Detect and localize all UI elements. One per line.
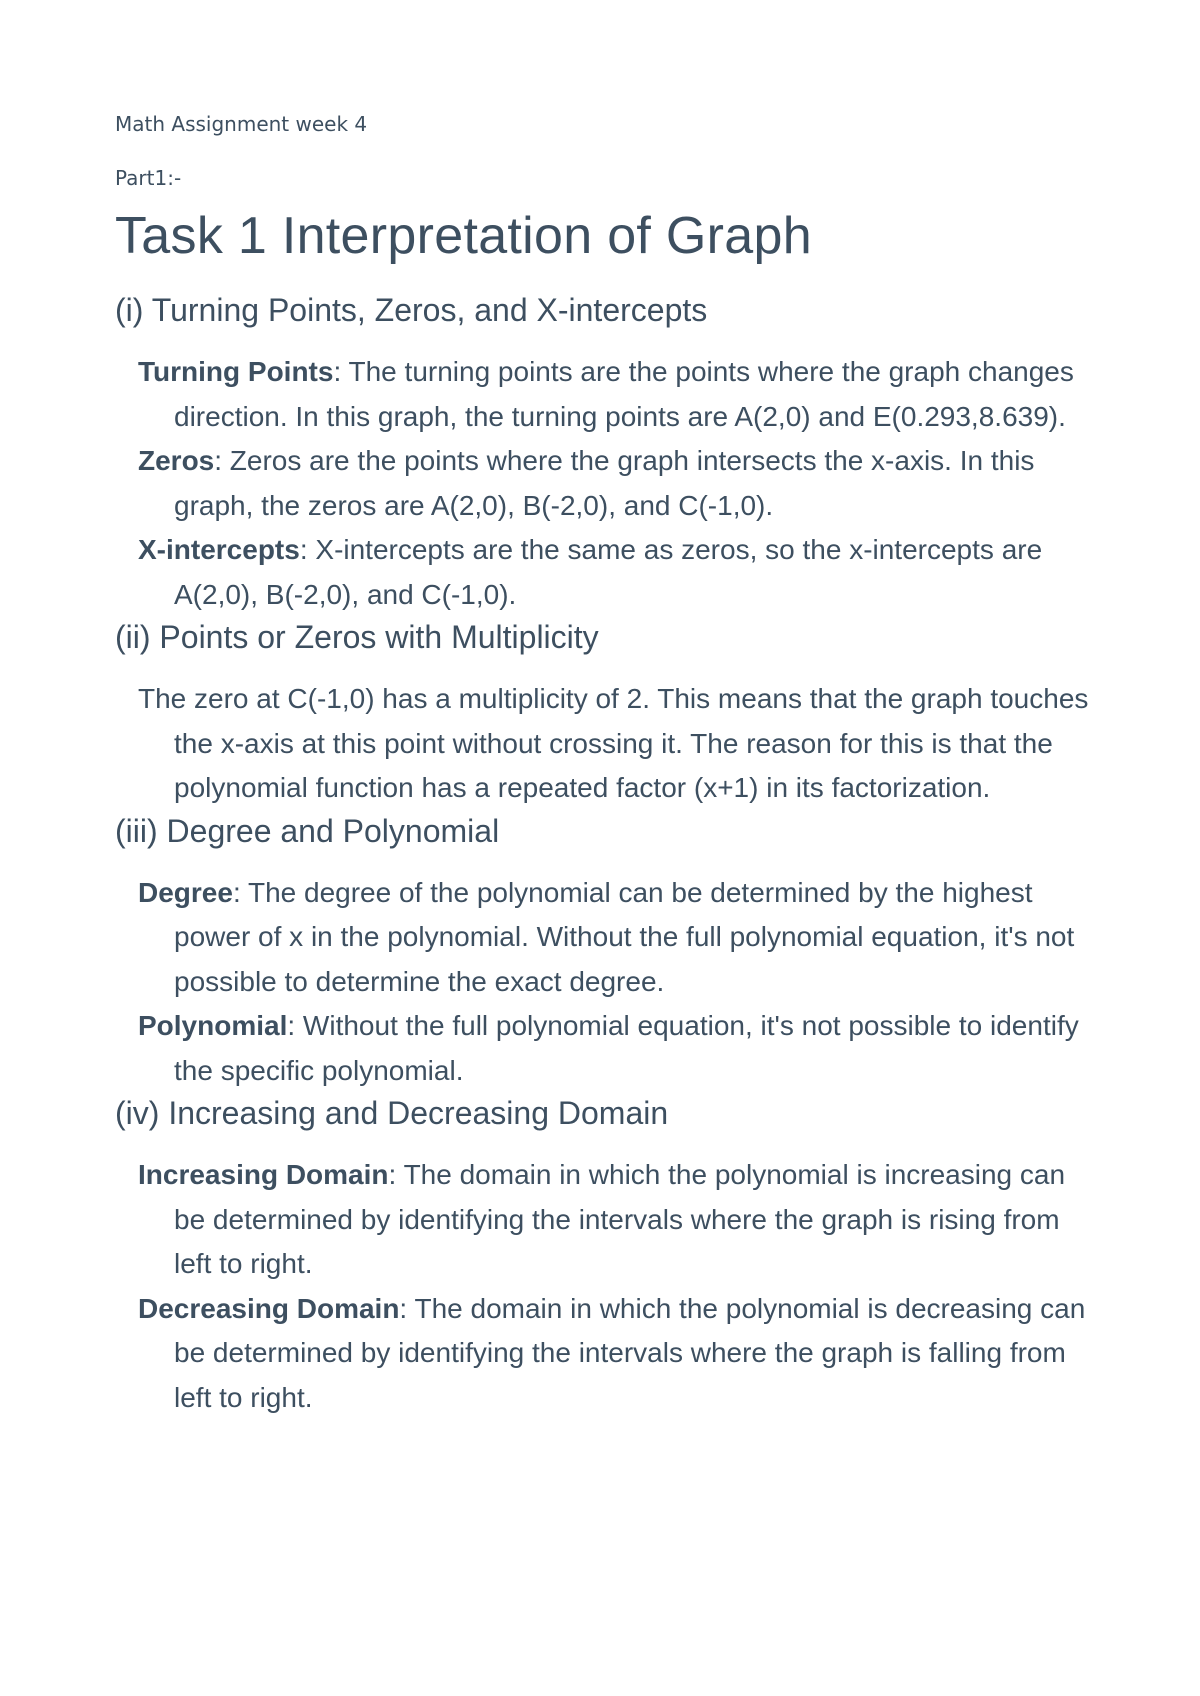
definition-term: X-intercepts	[138, 534, 300, 565]
definition-text: : The degree of the polynomial can be determined by the highest power of x in the polynomial. Without the full polynomial equation, it's not possible to determine the exact degree.	[174, 876, 1075, 997]
definition-text: : Without the full polynomial equation, it's not possible to identify the specific polynomial.	[174, 1010, 1079, 1086]
definition-item	[138, 528, 1100, 617]
section-heading: (iv) Increasing and Decreasing Domain	[115, 1095, 669, 1131]
definition-term: Degree	[138, 876, 233, 908]
page-title: Task 1 Interpretation of Graph	[115, 207, 812, 265]
paragraph-text: The zero at C(-1,0) has a multiplicity of 2. This means that the graph touches the x-axis at this point without crossing it. The reason for this is that the polynomial function has a repeated factor (x+1) in its factorization.	[138, 683, 1089, 803]
definition-item	[138, 1287, 1100, 1421]
part-label: Part1:-	[115, 166, 182, 190]
definition-term: Increasing Domain	[138, 1159, 389, 1190]
definition-item	[138, 871, 1100, 1005]
definition-term: Turning Points	[138, 356, 334, 387]
definition-item	[138, 350, 1100, 439]
assignment-header: Math Assignment week 4	[115, 112, 368, 136]
section-heading: (iii) Degree and Polynomial	[115, 812, 500, 849]
section-multiplicity	[115, 617, 1100, 811]
section-domain	[115, 1093, 1100, 1420]
section-turning-points	[115, 290, 1100, 617]
definition-item	[138, 439, 1100, 528]
definition-text: : The turning points are the points where the graph changes direction. In this graph, the turning points are A(2,0) and E(0.293,8.639).	[174, 356, 1074, 432]
definition-text: : Zeros are the points where the graph intersects the x-axis. In this graph, the zeros are A(2,0), B(-2,0), and C(-1,0).	[174, 445, 1035, 521]
definition-term: Zeros	[138, 445, 215, 476]
section-heading: (ii) Points or Zeros with Multiplicity	[115, 619, 599, 655]
section-heading: (i) Turning Points, Zeros, and X-intercepts	[115, 292, 708, 328]
definition-text: : X-intercepts are the same as zeros, so the x-intercepts are A(2,0), B(-2,0), and C(-1,0).	[174, 534, 1043, 610]
definition-text: : The domain in which the polynomial is increasing can be determined by identifying the intervals where the graph is rising from left to right.	[174, 1159, 1066, 1279]
definition-text: : The domain in which the polynomial is decreasing can be determined by identifying the intervals where the graph is falling from left to right.	[174, 1292, 1086, 1413]
definition-term: Decreasing Domain	[138, 1292, 400, 1324]
section-degree	[115, 811, 1100, 1094]
paragraph-item	[138, 677, 1100, 811]
definition-item	[138, 1004, 1100, 1093]
definition-term: Polynomial	[138, 1010, 288, 1041]
definition-item	[138, 1153, 1100, 1287]
